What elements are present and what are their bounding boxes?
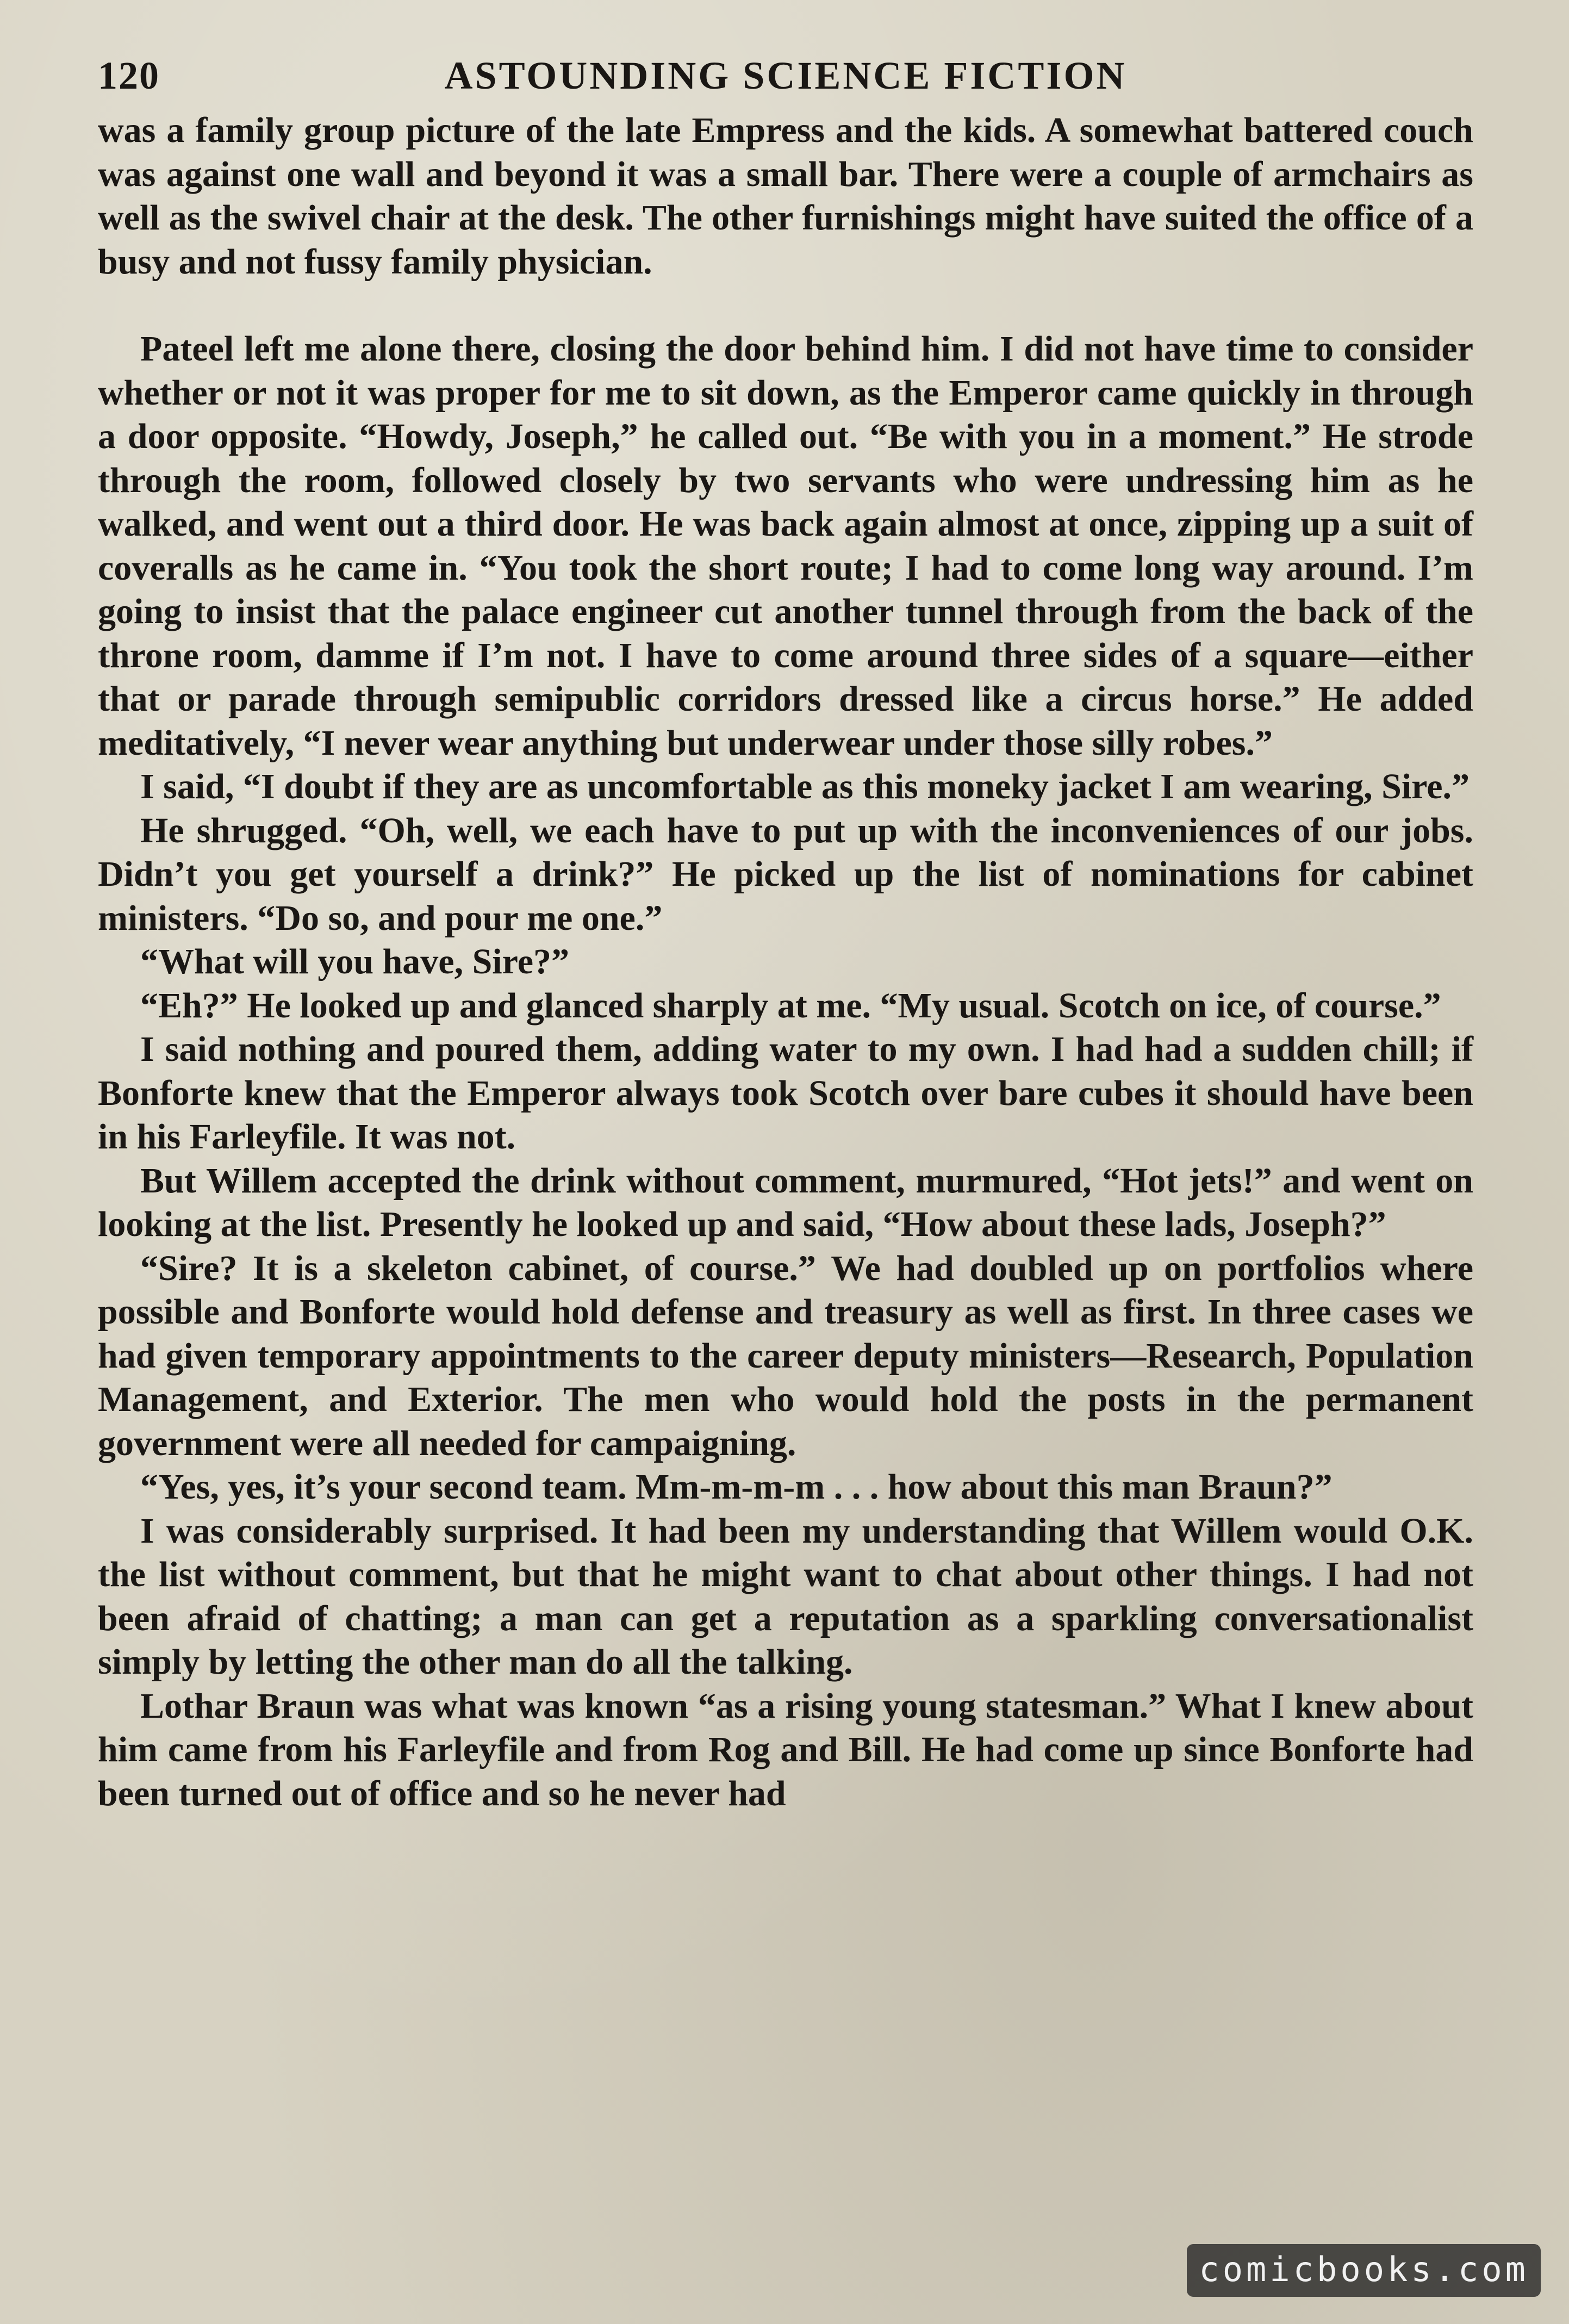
body-text — [98, 109, 1473, 1816]
running-head: ASTOUNDING SCIENCE FICTION — [444, 54, 1127, 97]
paragraph: But Willem accepted the drink without comment, murmured, “Hot jets!” and went on looking at the list. Presently he looked up and said, “How about these lads, Joseph?” — [98, 1160, 1473, 1244]
paragraph: “Sire? It is a skeleton cabinet, of course.” We had doubled up on portfolios where possible and Bonforte would hold defense and treasury as well as first. In three cases we had given temporary appointments to the career deputy ministers—Research, Population Management, and Exterior. The men who would hold the posts in the permanent government were all needed for campaigning. — [98, 1248, 1473, 1463]
paragraph: Pateel left me alone there, closing the door behind him. I did not have time to consider whether or not it was proper for me to sit down, as the Emperor came quickly in through a door opposite. “Howdy, Joseph,” he called out. “Be with you in a moment.” He strode through the room, followed closely by two servants who were undressing him as he walked, and went out a third door. He was back again almost at once, zipping up a suit of coveralls as he came in. “You took the short route; I had to come long way around. I’m going to insist that the palace engineer cut another tunnel through from the back of the throne room, damme if I’m not. I have to come around three sides of a square—either that or parade through semipublic corridors dressed like a circus horse.” He added meditatively, “I never wear anything but underwear under those silly robes.” — [98, 329, 1473, 763]
paragraph: He shrugged. “Oh, well, we each have to put up with the inconveniences of our jobs. Didn’t you get yourself a drink?” He picked up the list of nominations for cabinet ministers. “Do so, and pour me one.” — [98, 810, 1473, 938]
paragraph: Lothar Braun was what was known “as a rising young statesman.” What I knew about him came from his Farleyfile and from Rog and Bill. He had come up since Bonforte had been turned out of office and so he never had — [98, 1686, 1473, 1813]
paragraph: I said, “I doubt if they are as uncomfortable as this moneky jacket I am wearing, Sire.” — [140, 767, 1470, 806]
paragraph: I said nothing and poured them, adding water to my own. I had had a sudden chill; if Bonforte knew that the Emperor always took Scotch over bare cubes it should have been in his Farleyfile. It was not. — [98, 1029, 1473, 1157]
page-header — [98, 49, 1473, 109]
paragraph: “What will you have, Sire?” — [140, 942, 570, 981]
watermark: comicbooks.com — [1187, 2244, 1541, 2297]
paragraph: “Yes, yes, it’s your second team. Mm-m-m-m . . . how about this man Braun?” — [140, 1467, 1333, 1507]
paragraph: was a family group picture of the late Empress and the kids. A somewhat battered couch was against one wall and beyond it was a small bar. There were a couple of armchairs as well as the swivel chair at the desk. The other furnishings might have suited the office of a busy and not fussy family physician. — [98, 110, 1473, 282]
book-page — [98, 49, 1473, 1816]
paragraph: “Eh?” He looked up and glanced sharply at me. “My usual. Scotch on ice, of course.” — [140, 985, 1441, 1026]
paragraph: I was considerably surprised. It had been my understanding that Willem would O.K. the list without comment, but that he might want to chat about other things. I had not been afraid of chatting; a man can get a reputation as a sparkling conversationalist simply by letting the other man do all the talking. — [98, 1511, 1473, 1682]
page-number: 120 — [98, 54, 160, 97]
